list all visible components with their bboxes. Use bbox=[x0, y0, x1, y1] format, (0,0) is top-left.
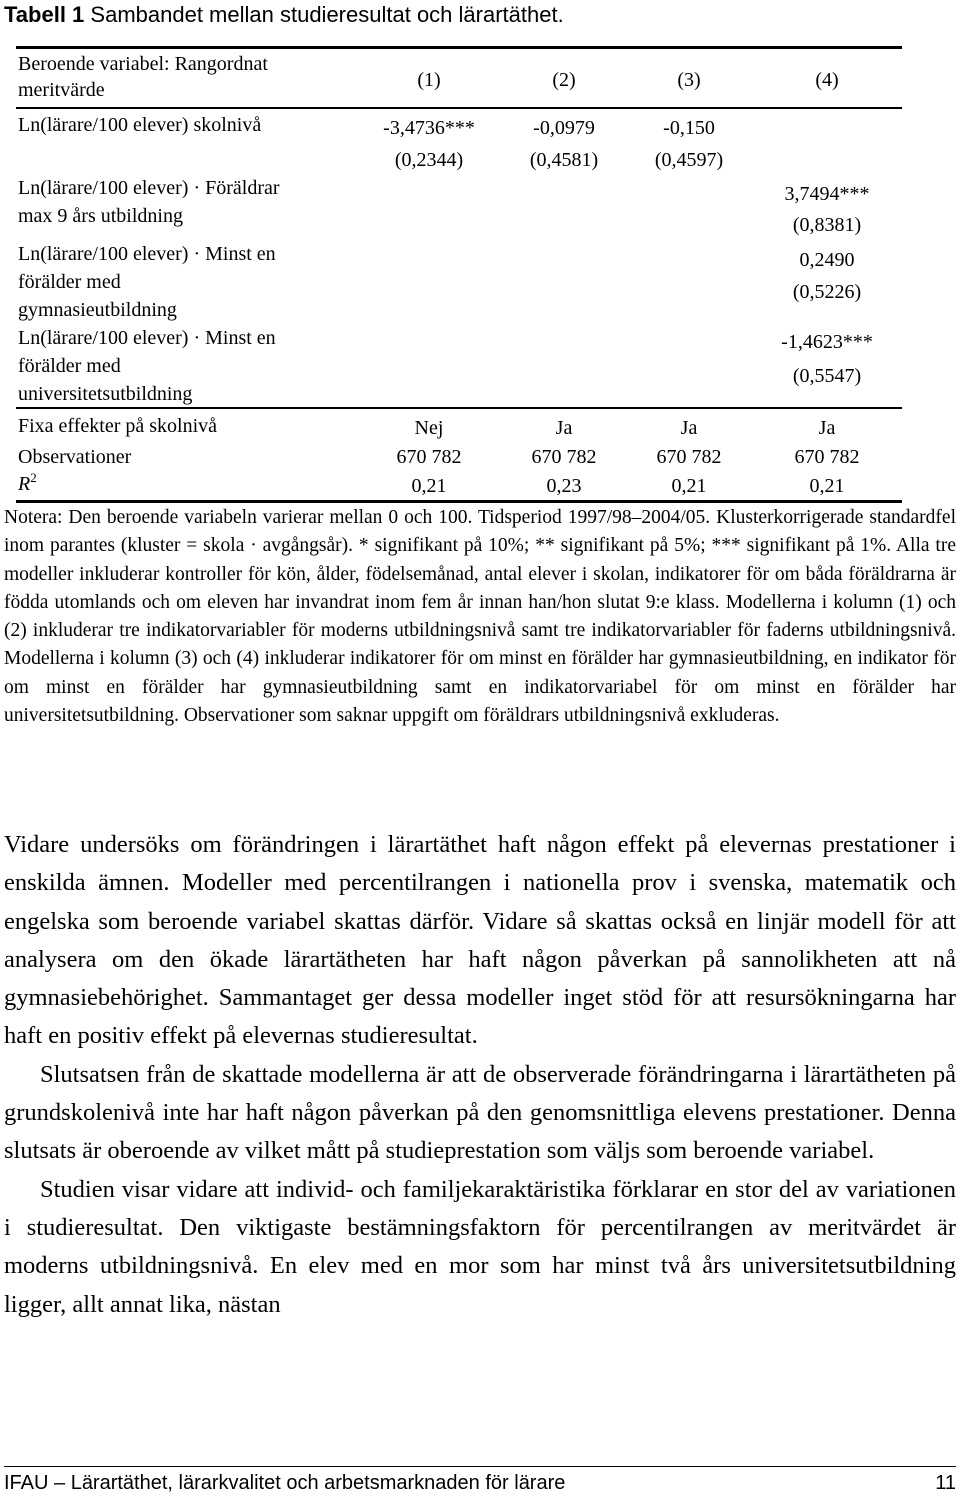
r-squared-value: 0,21 bbox=[411, 475, 447, 497]
standard-error: (0,2344) bbox=[394, 149, 464, 171]
coefficient: -0,150 bbox=[663, 117, 715, 139]
standard-error: (0,5547) bbox=[792, 365, 862, 387]
table-top-rule bbox=[16, 46, 902, 49]
table-notes bbox=[4, 504, 956, 730]
r-squared-value: 0,21 bbox=[809, 475, 845, 497]
observations-value: 670 782 bbox=[656, 446, 722, 468]
standard-error: (0,5226) bbox=[792, 281, 862, 303]
footer-rule bbox=[4, 1466, 956, 1467]
body-text bbox=[4, 826, 956, 1324]
standard-error: (0,4597) bbox=[654, 149, 724, 171]
paragraph: Vidare undersöks om förändringen i lärartäthet haft någon effekt på elevernas prestationer i enskilda ämnen. Modeller med percentilrangen i nationella prov i svenska, matematik och engelska som beroende variabel skattas därför. Vidare så skattas också en linjär modell för att analysera om den ökade lärartätheten har haft någon påverkan på sannolikheten att nå gymnasiebehörighet. Sammantaget ger dessa modeller inget stöd för att resursökningarna har haft en positiv effekt på elevernas studieresultat. bbox=[4, 831, 956, 1050]
table-mid-rule bbox=[16, 407, 902, 409]
r-squared-value: 0,21 bbox=[671, 475, 707, 497]
observations-value: 670 782 bbox=[531, 446, 597, 468]
notes-text: Notera: Den beroende variabeln varierar mellan 0 och 100. Tidsperiod 1997/98–2004/05. Klusterkorrigerade standardfel inom parantes (kluster = skola · avgångsår). * signifikant på 10%; ** signifikant på 5%; *** signifikant på 1%. Alla tre modeller inkluderar kontroller för kön, ålder, födelsemånad, antal elever i skolan, indikatorer för om båda föräldrarna är födda utomlands och om eleven har invandrat inom fem år innan han/hon slutat 9:e klass. Modellerna i kolumn (1) och (2) inkluderar tre indikatorvariabler för moderns utbildningsnivå samt tre indikatorvariabler för faderns utbildningsnivå. Modellerna i kolumn (3) och (4) inkluderar indikatorer för om minst en förälder har gymnasieutbildning, en indikator för om minst en förälder har gymnasieutbildning samt en indikatorvariabel för om minst en förälder har universitetsutbildning. Observationer som saknar uppgift om föräldrars utbildningsnivå exkluderas. bbox=[4, 507, 956, 727]
fixed-effects-value: Ja bbox=[680, 417, 698, 439]
row-label: gymnasieutbildning bbox=[18, 299, 177, 321]
table-caption bbox=[4, 2, 564, 28]
row-label: förälder med bbox=[18, 271, 121, 293]
caption-label: Tabell 1 bbox=[4, 2, 85, 27]
standard-error: (0,8381) bbox=[792, 214, 862, 236]
column-header: (4) bbox=[815, 69, 839, 91]
table-bottom-rule bbox=[16, 500, 902, 503]
row-label: max 9 års utbildning bbox=[18, 205, 183, 227]
paragraph: Studien visar vidare att individ- och familjekaraktäristika förklarar en stor del av variationen i studieresultat. Den viktigaste bestämningsfaktorn för percentilrangen av meritvärdet är moderns utbildningsnivå. En elev med en mor som har minst två års universitetsutbildning ligger, allt annat lika, nästan bbox=[4, 1175, 956, 1318]
dependent-variable-line-2: meritvärde bbox=[18, 79, 105, 101]
coefficient: 3,7494*** bbox=[784, 183, 870, 205]
page-number: 11 bbox=[935, 1472, 956, 1494]
coefficient: -3,4736*** bbox=[383, 117, 475, 139]
r-squared-value: 0,23 bbox=[546, 475, 582, 497]
r-squared-symbol: R bbox=[18, 473, 31, 495]
caption-title: Sambandet mellan studieresultat och lärartäthet. bbox=[90, 2, 564, 27]
column-header: (1) bbox=[417, 69, 441, 91]
row-label: Ln(lärare/100 elever) · Minst en bbox=[18, 243, 276, 265]
footer-title: IFAU – Lärartäthet, lärarkvalitet och arbetsmarknaden för lärare bbox=[4, 1472, 566, 1494]
column-header: (2) bbox=[552, 69, 576, 91]
row-label: Ln(lärare/100 elever) · Föräldrar bbox=[18, 177, 280, 199]
row-label: Ln(lärare/100 elever) skolnivå bbox=[18, 114, 262, 136]
row-label: Ln(lärare/100 elever) · Minst en bbox=[18, 327, 276, 349]
observations-label: Observationer bbox=[18, 446, 132, 468]
row-label: förälder med bbox=[18, 355, 121, 377]
coefficient: 0,2490 bbox=[799, 249, 855, 271]
fixed-effects-label: Fixa effekter på skolnivå bbox=[18, 415, 218, 437]
r-squared-label bbox=[18, 470, 37, 500]
coefficient: -1,4623*** bbox=[781, 331, 873, 353]
standard-error: (0,4581) bbox=[529, 149, 599, 171]
table-header-rule bbox=[16, 107, 902, 109]
observations-value: 670 782 bbox=[794, 446, 860, 468]
page-footer bbox=[4, 1472, 956, 1495]
column-header: (3) bbox=[677, 69, 701, 91]
row-label: universitetsutbildning bbox=[18, 383, 193, 405]
r-squared-superscript: 2 bbox=[30, 470, 37, 485]
fixed-effects-value: Nej bbox=[414, 417, 444, 439]
paragraph: Slutsatsen från de skattade modellerna är att de observerade förändringarna i lärartätheten på grundskolenivå inte har haft någon påverkan på den genomsnittliga elevens prestationer. Denna slutsats är oberoende av vilket mått på studieprestation som väljs som beroende variabel. bbox=[4, 1060, 956, 1165]
fixed-effects-value: Ja bbox=[818, 417, 836, 439]
dependent-variable-label bbox=[18, 50, 268, 104]
fixed-effects-value: Ja bbox=[555, 417, 573, 439]
observations-value: 670 782 bbox=[396, 446, 462, 468]
coefficient: -0,0979 bbox=[533, 117, 595, 139]
dependent-variable-line-1: Beroende variabel: Rangordnat bbox=[18, 53, 268, 75]
